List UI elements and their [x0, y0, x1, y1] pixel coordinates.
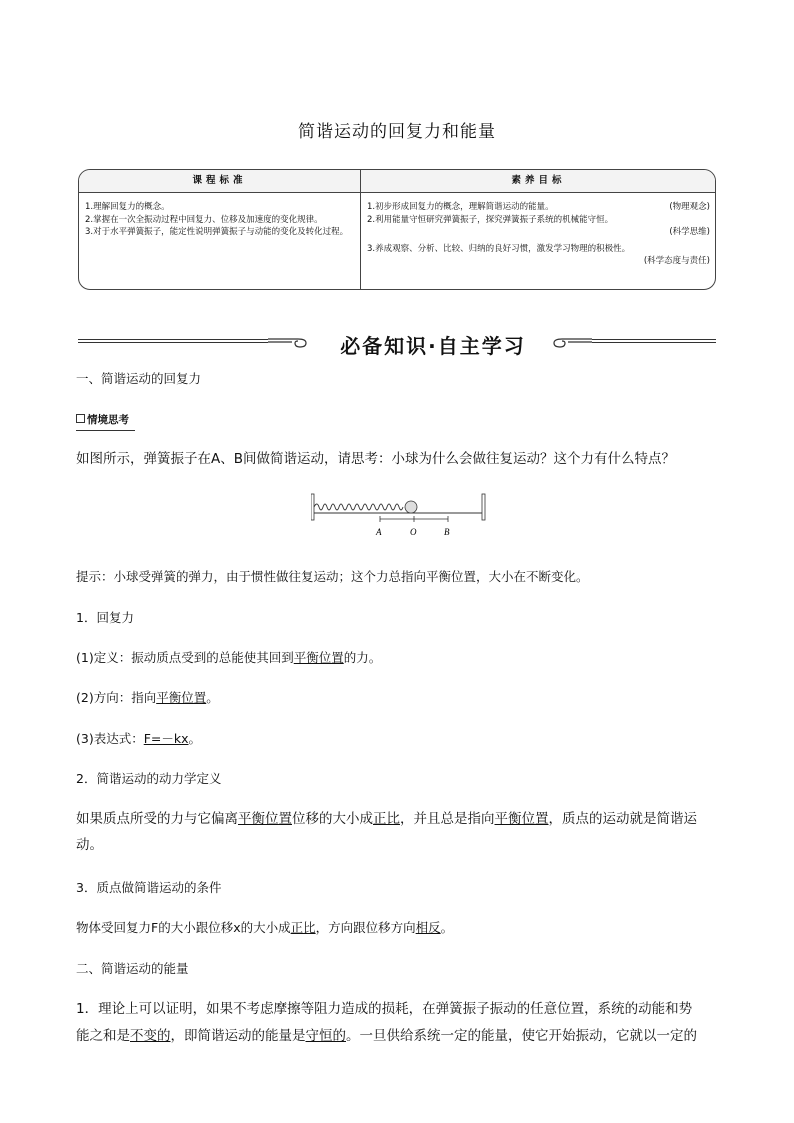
goal-category: (科学态度与责任) — [643, 256, 710, 267]
figure-label-o: O — [410, 527, 417, 537]
text-run: ，并且总是指向 — [400, 811, 495, 827]
underlined-answer: 相反 — [415, 920, 441, 935]
subheading-restoring-force: 1．回复力 — [76, 610, 134, 625]
underlined-answer: 平衡位置 — [238, 811, 292, 827]
dynamics-paragraph-cont: 动。 — [76, 837, 103, 853]
context-tag — [76, 409, 718, 431]
text-run: 。 — [206, 690, 219, 705]
goal-text: 2.利用能量守恒研究弹簧振子，探究弹簧振子系统的机械能守恒。 — [367, 214, 614, 225]
banner-rule-left — [78, 339, 268, 340]
section-heading: 二、简谐运动的能量 — [76, 961, 189, 976]
course-standard-item: 2.掌握在一次全振动过程中回复力、位移及加速度的变化规律。 — [85, 214, 323, 225]
expression-line — [76, 729, 718, 749]
goal-text: 1.初步形成回复力的概念，理解简谐运动的能量。 — [367, 202, 554, 212]
question-paragraph: 如图所示，弹簧振子在A、B间做简谐运动，请思考：小球为什么会做往复运动？这个力有什么特点？ — [76, 451, 675, 467]
text-run: 。 — [188, 731, 202, 746]
figure-label-a: A — [376, 527, 382, 537]
banner-rule-left-2 — [78, 342, 268, 343]
text-run: ，方向跟位移方向 — [315, 920, 416, 935]
tag-marker-icon — [76, 414, 85, 423]
text-run: 的力。 — [343, 650, 382, 665]
text-run: 如果质点所受的力与它偏离 — [76, 811, 238, 827]
text-run: 。 — [440, 920, 454, 935]
definition-line — [76, 648, 718, 668]
literacy-goal-item — [367, 201, 710, 214]
text-run: (3)表达式： — [76, 731, 144, 746]
text-run: 。一旦供给系统一定的能量，使它开始振动，它就以一定的 — [346, 1028, 697, 1044]
hint-paragraph: 提示：小球受弹簧的弹力，由于惯性做往复运动；这个力总指向平衡位置，大小在不断变化。 — [76, 569, 589, 584]
text-run: 物体受回复力F的大小跟位移x的大小成 — [76, 920, 291, 935]
text-run: 位移的大小成 — [292, 811, 373, 827]
text-run: (2)方向：指向 — [76, 690, 157, 705]
literacy-goal-item — [367, 214, 710, 239]
text-run: (1)定义：振动质点受到的总能使其回到 — [76, 650, 294, 665]
text-run: 能之和是 — [76, 1028, 130, 1044]
goal-category: (科学思维) — [669, 227, 710, 238]
underlined-answer: F=－kx — [143, 731, 189, 746]
direction-line — [76, 688, 718, 708]
banner-rule-right — [592, 339, 716, 340]
underlined-answer: 正比 — [373, 811, 400, 827]
literacy-goal-item — [367, 243, 710, 268]
underlined-answer: 平衡位置 — [156, 690, 207, 705]
figure-label-b: B — [444, 527, 450, 537]
underlined-answer: 不变的 — [130, 1028, 171, 1044]
text-run: ，即简谐运动的能量是 — [170, 1028, 306, 1044]
goal-text: 3.养成观察、分析、比较、归纳的良好习惯，激发学习物理的积极性。 — [367, 243, 631, 254]
tag-label: 情境思考 — [87, 414, 129, 426]
literacy-goal-header: 素养目标 — [361, 170, 716, 193]
subheading-condition: 3．质点做简谐运动的条件 — [76, 880, 222, 895]
section-heading: 一、简谐运动的回复力 — [76, 371, 202, 386]
banner-rule-right-2 — [592, 342, 716, 343]
goal-category: (物理观念) — [669, 202, 710, 212]
course-standard-header: 课程标准 — [79, 170, 360, 193]
scroll-ornament-right-icon — [552, 334, 592, 348]
text-run: ，质点的运动就是简谐运 — [548, 811, 697, 827]
dynamics-paragraph — [76, 809, 718, 829]
page-title: 简谐运动的回复力和能量 — [298, 122, 496, 142]
course-standard-column — [79, 170, 360, 289]
banner-title: 必备知识·自主学习 — [340, 334, 526, 358]
energy-paragraph-cont — [76, 1026, 718, 1046]
condition-paragraph — [76, 918, 718, 938]
literacy-goal-column — [360, 170, 716, 289]
spring-oscillator-figure — [311, 492, 486, 542]
scroll-ornament-left-icon — [268, 334, 308, 348]
underlined-answer: 守恒的 — [305, 1028, 346, 1044]
underlined-answer: 平衡位置 — [293, 650, 344, 665]
course-standard-item: 3.对于水平弹簧振子，能定性说明弹簧振子与动能的变化及转化过程。 — [85, 227, 349, 238]
subheading-dynamics: 2．简谐运动的动力学定义 — [76, 771, 222, 786]
energy-paragraph: 1．理论上可以证明，如果不考虑摩擦等阻力造成的损耗，在弹簧振子振动的任意位置，系统的动能和势 — [76, 1001, 693, 1017]
underlined-answer: 平衡位置 — [494, 811, 549, 827]
section-banner — [78, 330, 716, 358]
course-standard-item: 1.理解回复力的概念。 — [85, 202, 170, 212]
underlined-answer: 正比 — [290, 920, 316, 935]
standards-table — [78, 169, 716, 290]
